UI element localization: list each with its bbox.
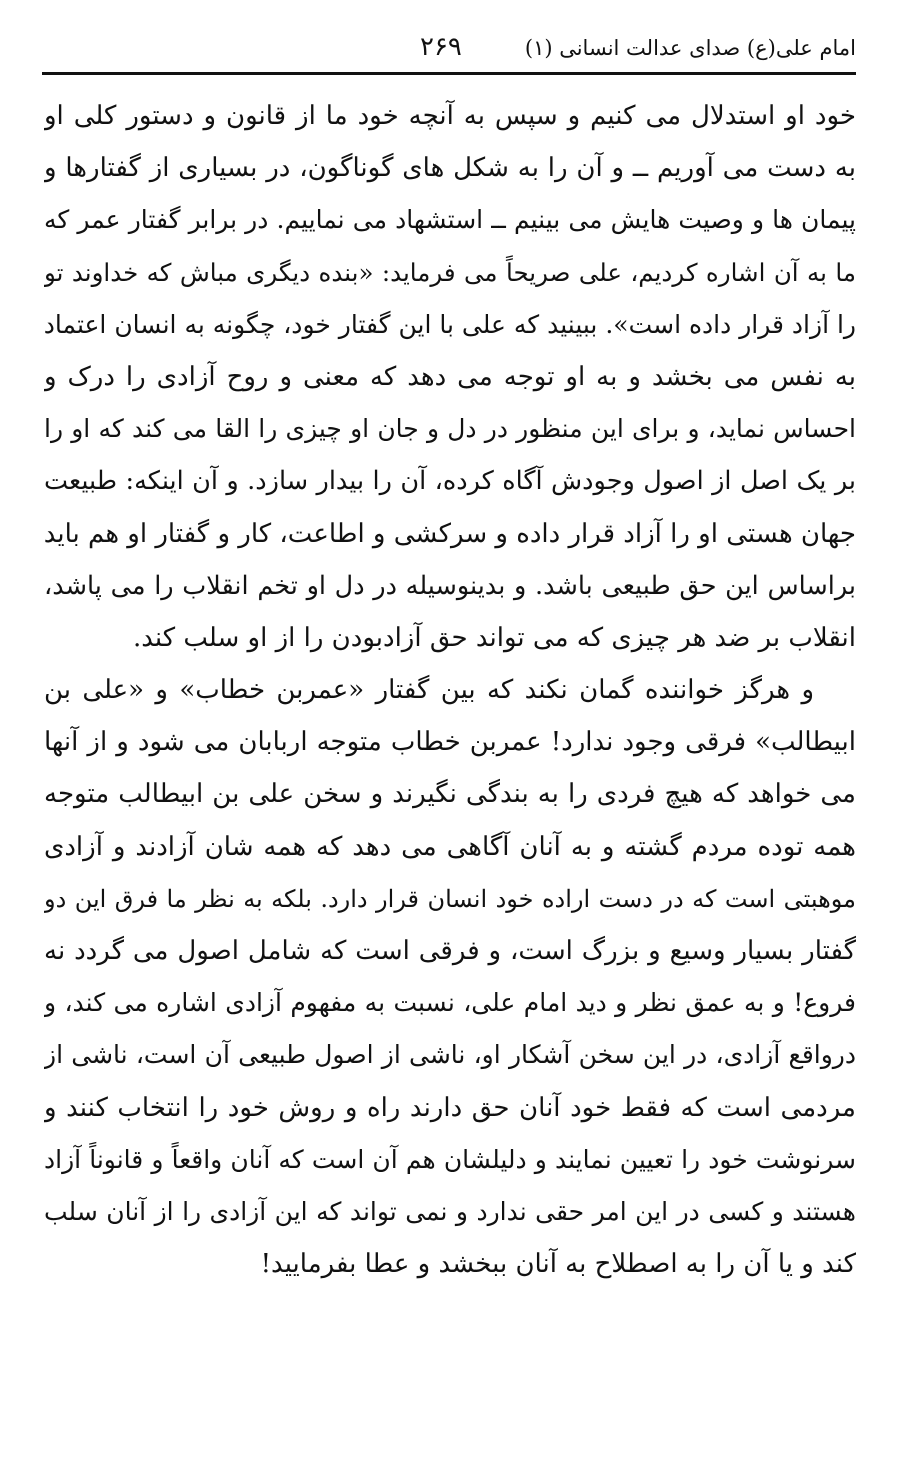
text-line: انقلاب بر ضد هر چیزی که می تواند حق آزادبودن را از او سلب کند. — [132, 622, 856, 653]
text-line: می خواهد که هیچ فردی را به بندگی نگیرند و سخن علی بن ابیطالب متوجه — [44, 779, 856, 810]
header-divider — [42, 72, 856, 75]
text-line: مردمی است که فقط خود آنان حق دارند راه و روش خود را انتخاب کنند و — [44, 1092, 856, 1123]
text-line: درواقع آزادی، در این سخن آشکار او، ناشی از اصول طبیعی آن است، ناشی از — [44, 1040, 856, 1070]
text-line: جهان هستی او را آزاد قرار داده و سرکشی و اطاعت، کار و گفتار او هم باید — [44, 518, 856, 549]
text-line: سرنوشت خود را تعیین نمایند و دلیلشان هم آن است که آنان واقعاً و قانوناً آزاد — [44, 1144, 856, 1174]
text-line: براساس این حق طبیعی باشد. و بدینوسیله در دل او تخم انقلاب را می پاشد، — [44, 570, 856, 601]
text-line: احساس نماید، و برای این منظور در دل و جان او چیزی را القا می کند که او را — [44, 414, 856, 444]
text-line: گفتار بسیار وسیع و بزرگ است، و فرقی است که شامل اصول می گردد نه — [44, 936, 856, 966]
paragraph-start-line: و هرگز خواننده گمان نکند که بین گفتار «عمربن خطاب» و «علی بن — [44, 675, 814, 706]
text-line: خود او استدلال می کنیم و سپس به آنچه خود ما از قانون و دستور کلی او — [44, 101, 856, 131]
body-text — [44, 90, 856, 1290]
page-number: ۲۶۹ — [420, 32, 462, 62]
text-line: به دست می آوریم ــ و آن را به شکل های گوناگون، در بسیاری از گفتارها و — [44, 153, 856, 184]
running-title: امام علی(ع) صدای عدالت انسانی (۱) — [524, 36, 856, 60]
text-line: بر یک اصل از اصول وجودش آگاه کرده، آن را بیدار سازد. و آن اینکه: طبیعت — [44, 466, 856, 497]
text-line: کند و یا آن را به اصطلاح به آنان ببخشد و عطا بفرمایید! — [260, 1249, 856, 1280]
text-line: همه توده مردم گشته و به آنان آگاهی می دهد که همه شان آزادند و آزادی — [44, 831, 856, 862]
text-line: را آزاد قرار داده است». ببینید که علی با این گفتار خود، چگونه به انسان اعتماد — [44, 309, 856, 339]
page-header — [42, 26, 856, 70]
text-line: موهبتی است که در دست اراده خود انسان قرار دارد. بلکه به نظر ما فرق این دو — [44, 884, 856, 913]
text-line: به نفس می بخشد و به او توجه می دهد که معنی و روح آزادی را درک و — [44, 361, 856, 392]
text-line: پیمان ها و وصیت هایش می بینیم ــ استشهاد می نماییم. در برابر گفتار عمر که — [44, 205, 856, 235]
text-line: ما به آن اشاره کردیم، علی صریحاً می فرماید: «بنده دیگری مباش که خداوند تو — [44, 257, 856, 287]
text-line: هستند و کسی در این امر حقی ندارد و نمی تواند که این آزادی را از آنان سلب — [44, 1196, 856, 1226]
text-line: فروع! و به عمق نظر و دید امام علی، نسبت به مفهوم آزادی اشاره می کند، و — [44, 988, 856, 1018]
text-line: ابیطالب» فرقی وجود ندارد! عمربن خطاب متوجه اربابان می شود و از آنها — [44, 727, 856, 758]
